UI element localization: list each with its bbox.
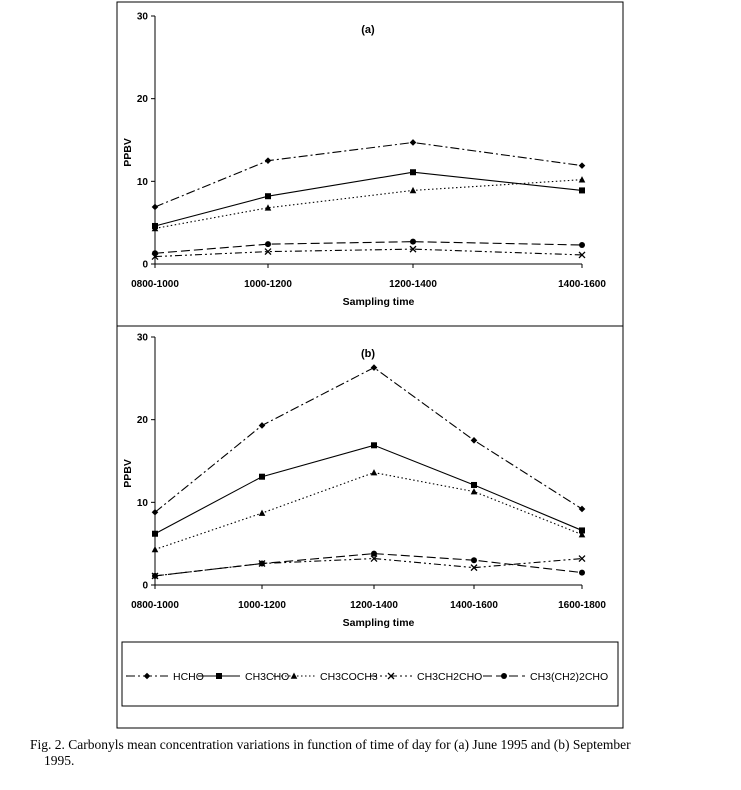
data-point-hcho bbox=[471, 437, 478, 444]
data-point-ch3-ch2-2cho bbox=[265, 241, 271, 247]
data-point-hcho bbox=[152, 204, 159, 211]
data-point-ch3-ch2-2cho bbox=[410, 239, 416, 245]
x-tick-label: 1400-1600 bbox=[450, 600, 498, 611]
y-tick-label: 20 bbox=[136, 415, 148, 427]
series-line-ch3-ch2-2cho bbox=[155, 242, 582, 254]
y-tick-label: 20 bbox=[136, 94, 148, 106]
series-hcho bbox=[152, 364, 586, 515]
y-axis-label: PPBV bbox=[122, 138, 134, 167]
series-ch3-ch2-2cho bbox=[152, 551, 585, 579]
panel-title: (a) bbox=[361, 24, 375, 36]
series-line-ch3ch2cho bbox=[155, 249, 582, 256]
y-tick-label: 30 bbox=[136, 332, 148, 344]
data-point-ch3cho bbox=[152, 531, 158, 537]
legend-entry-hcho bbox=[126, 671, 204, 683]
series-line-ch3coch3 bbox=[155, 473, 582, 550]
x-tick-label: 1000-1200 bbox=[244, 279, 292, 290]
panel-title: (b) bbox=[360, 348, 376, 360]
data-point-hcho bbox=[579, 162, 586, 169]
x-axis-label: Sampling time bbox=[342, 617, 415, 629]
legend-entry-ch3-ch2-2cho bbox=[483, 671, 608, 683]
x-tick-label: 0800-1000 bbox=[131, 600, 179, 611]
data-point-hcho bbox=[265, 157, 272, 164]
data-point-hcho bbox=[259, 422, 266, 429]
series-line-ch3cho bbox=[155, 445, 582, 533]
data-point-hcho bbox=[579, 506, 586, 513]
data-point-hcho bbox=[410, 139, 417, 146]
series-ch3coch3 bbox=[152, 469, 586, 552]
x-tick-label: 1000-1200 bbox=[238, 600, 286, 611]
legend-label: CH3CH2CHO bbox=[417, 671, 483, 683]
data-point-ch3coch3 bbox=[152, 546, 159, 552]
legend-marker bbox=[144, 673, 151, 680]
series-ch3cho bbox=[152, 442, 585, 536]
legend-label: CH3CHO bbox=[245, 671, 290, 683]
data-point-ch3coch3 bbox=[371, 469, 378, 475]
legend-entry-ch3cho bbox=[198, 671, 289, 683]
data-point-ch3-ch2-2cho bbox=[579, 242, 585, 248]
data-point-ch3cho bbox=[471, 482, 477, 488]
series-hcho bbox=[152, 139, 586, 210]
x-tick-label: 1400-1600 bbox=[558, 279, 606, 290]
data-point-ch3-ch2-2cho bbox=[579, 570, 585, 576]
y-axis-label: PPBV bbox=[122, 459, 134, 488]
x-tick-label: 1200-1400 bbox=[389, 279, 437, 290]
legend-marker bbox=[291, 673, 298, 679]
data-point-ch3coch3 bbox=[410, 187, 417, 193]
data-point-ch3-ch2-2cho bbox=[371, 551, 377, 557]
data-point-ch3-ch2-2cho bbox=[152, 250, 158, 256]
y-tick-label: 10 bbox=[136, 497, 148, 509]
x-tick-label: 0800-1000 bbox=[131, 279, 179, 290]
figure-caption bbox=[30, 737, 730, 769]
data-point-ch3-ch2-2cho bbox=[152, 573, 158, 579]
y-tick-label: 0 bbox=[142, 259, 148, 271]
data-point-ch3-ch2-2cho bbox=[259, 561, 265, 567]
data-point-ch3cho bbox=[579, 187, 585, 193]
y-tick-label: 10 bbox=[136, 176, 148, 188]
caption-line-2: 1995. bbox=[44, 753, 75, 768]
legend-entry-ch3ch2cho bbox=[370, 671, 482, 683]
series-line-ch3-ch2-2cho bbox=[155, 554, 582, 576]
data-point-ch3coch3 bbox=[579, 176, 586, 182]
legend-label: CH3COCH3 bbox=[320, 671, 378, 683]
x-tick-label: 1600-1800 bbox=[558, 600, 606, 611]
x-tick-label: 1200-1400 bbox=[350, 600, 398, 611]
legend-marker bbox=[216, 673, 222, 679]
y-tick-label: 30 bbox=[136, 11, 148, 23]
series-ch3ch2cho bbox=[152, 246, 585, 259]
x-axis-label: Sampling time bbox=[342, 296, 415, 308]
series-ch3coch3 bbox=[152, 176, 586, 231]
data-point-ch3cho bbox=[259, 474, 265, 480]
data-point-ch3-ch2-2cho bbox=[471, 557, 477, 563]
data-point-ch3cho bbox=[410, 169, 416, 175]
series-ch3cho bbox=[152, 169, 585, 229]
series-line-ch3coch3 bbox=[155, 180, 582, 229]
legend-label: HCHO bbox=[173, 671, 204, 683]
chart-panel-a bbox=[122, 12, 606, 309]
data-point-ch3coch3 bbox=[471, 488, 478, 494]
chart-panel-b bbox=[122, 333, 606, 630]
series-line-ch3ch2cho bbox=[155, 559, 582, 576]
legend-label: CH3(CH2)2CHO bbox=[530, 671, 609, 683]
series-line-hcho bbox=[155, 142, 582, 206]
caption-line-1: Fig. 2. Carbonyls mean concentration variations in function of time of day for (a) June 1995 and (b) September bbox=[30, 737, 631, 752]
data-point-ch3cho bbox=[371, 442, 377, 448]
series-line-hcho bbox=[155, 368, 582, 513]
series-ch3ch2cho bbox=[152, 556, 585, 579]
legend-marker bbox=[501, 673, 507, 679]
data-point-ch3cho bbox=[265, 193, 271, 199]
legend bbox=[126, 671, 608, 683]
y-tick-label: 0 bbox=[142, 580, 148, 592]
data-point-ch3coch3 bbox=[259, 510, 266, 516]
